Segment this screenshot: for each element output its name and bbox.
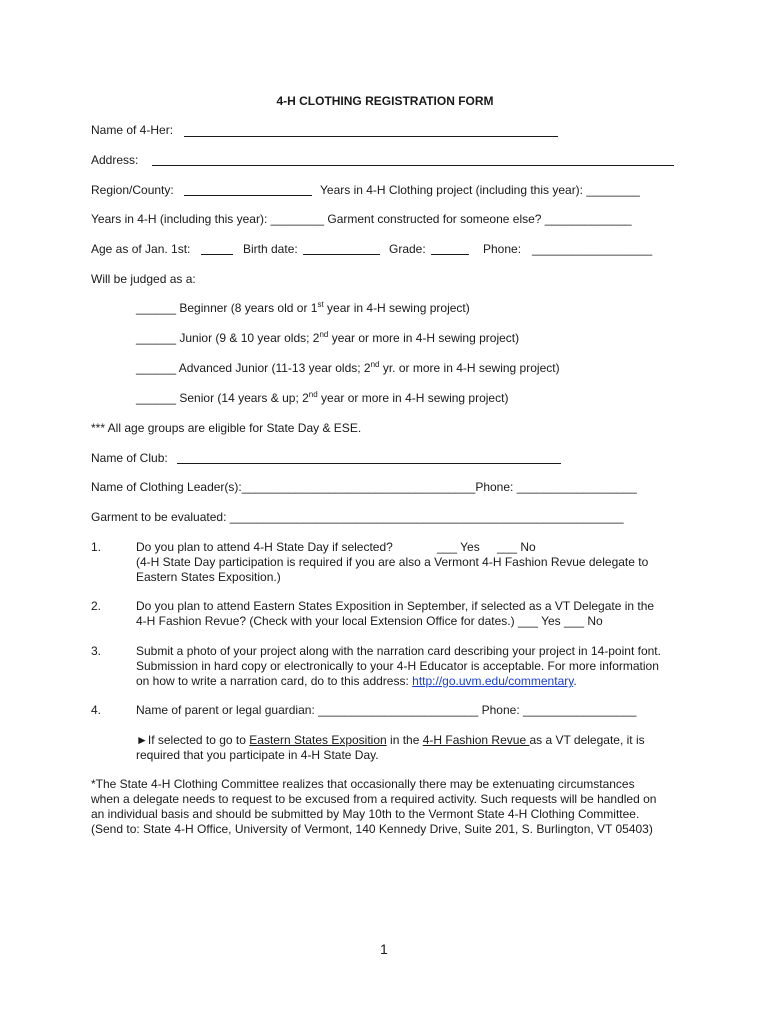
category-beginner[interactable]: ______ Beginner (8 years old or 1st year in 4-H sewing project) <box>136 300 470 315</box>
eligibility-note: *** All age groups are eligible for State Day & ESE. <box>91 421 362 435</box>
arrow-note: ►If selected to go to Eastern States Exposition in the 4-H Fashion Revue as a VT delegate, it is <box>136 733 645 747</box>
form-title: 4-H CLOTHING REGISTRATION FORM <box>276 94 494 108</box>
question-1-yes[interactable]: ___ Yes <box>437 540 480 554</box>
footnote-line-2: when a delegate needs to request to be excused from a required activity. Such requests will be handled on <box>91 792 657 806</box>
question-3-number: 3. <box>91 644 102 658</box>
address-label: Address: <box>91 153 139 167</box>
name-label: Name of 4-Her: <box>91 123 174 137</box>
years-clothing-field[interactable]: Years in 4-H Clothing project (including this year): ________ <box>320 183 640 197</box>
phone-label: Phone: <box>483 242 522 256</box>
leader-field[interactable]: Name of Clothing Leader(s):___________________________________Phone: __________________ <box>91 480 637 494</box>
question-1-text: Do you plan to attend 4-H State Day if selected? <box>136 540 393 554</box>
address-field-line[interactable] <box>152 165 674 166</box>
region-label: Region/County: <box>91 183 174 197</box>
age-label: Age as of Jan. 1st: <box>91 242 191 256</box>
question-1-note-cont: Eastern States Exposition.) <box>136 570 281 584</box>
question-1-number: 1. <box>91 540 102 554</box>
question-2-answer[interactable]: 4-H Fashion Revue? (Check with your local Extension Office for dates.) ___ Yes ___ No <box>136 614 603 628</box>
grade-field-line[interactable] <box>431 254 469 255</box>
footnote-line-3: an individual basis and should be submitted by May 10th to the Vermont State 4-H Clothing Committee. <box>91 807 640 821</box>
question-2-number: 2. <box>91 599 102 613</box>
category-advanced-junior[interactable]: ______ Advanced Junior (11-13 year olds; 2nd yr. or more in 4-H sewing project) <box>136 360 560 375</box>
question-3-link-line: on how to write a narration card, do to this address: http://go.uvm.edu/commentary. <box>136 674 577 688</box>
club-field-line[interactable] <box>177 463 561 464</box>
garment-field[interactable]: Garment to be evaluated: ___________________________________________________________ <box>91 510 624 524</box>
grade-label: Grade: <box>389 242 426 256</box>
question-1-note: (4-H State Day participation is required if you are also a Vermont 4-H Fashion Revue delegate to <box>136 555 649 569</box>
question-2-text: Do you plan to attend Eastern States Exposition in September, if selected as a VT Delegate in the <box>136 599 655 613</box>
footnote-line-1: *The State 4-H Clothing Committee realizes that occasionally there may be extenuating circumstances <box>91 777 635 791</box>
club-label: Name of Club: <box>91 451 168 465</box>
category-junior[interactable]: ______ Junior (9 & 10 year olds; 2nd year or more in 4-H sewing project) <box>136 330 520 345</box>
question-4-number: 4. <box>91 703 102 717</box>
page-number: 1 <box>380 941 388 957</box>
commentary-link[interactable]: http://go.uvm.edu/commentary <box>412 674 574 688</box>
arrow-note-cont: required that you participate in 4-H State Day. <box>136 748 379 762</box>
question-3-text: Submit a photo of your project along with the narration card describing your project in 14-point font. <box>136 644 661 658</box>
question-1-no[interactable]: ___ No <box>497 540 536 554</box>
phone-field[interactable]: __________________ <box>532 242 653 256</box>
judged-label: Will be judged as a: <box>91 272 196 286</box>
birth-field-line[interactable] <box>303 254 380 255</box>
guardian-field[interactable]: Name of parent or legal guardian: ________________________ Phone: _________________ <box>136 703 637 717</box>
region-field-line[interactable] <box>184 195 312 196</box>
footnote-line-4: (Send to: State 4-H Office, University of Vermont, 140 Kennedy Drive, Suite 201, S. Burlington, VT 05403) <box>91 822 653 836</box>
age-field-line[interactable] <box>201 254 233 255</box>
years-4h-field[interactable]: Years in 4-H (including this year): ________ Garment constructed for someone else? _____________ <box>91 212 632 226</box>
name-field-line[interactable] <box>184 136 558 137</box>
birth-label: Birth date: <box>243 242 298 256</box>
category-senior[interactable]: ______ Senior (14 years & up; 2nd year or more in 4-H sewing project) <box>136 390 509 405</box>
question-3-text-cont: Submission in hard copy or electronically to your 4-H Educator is acceptable. For more information <box>136 659 659 673</box>
